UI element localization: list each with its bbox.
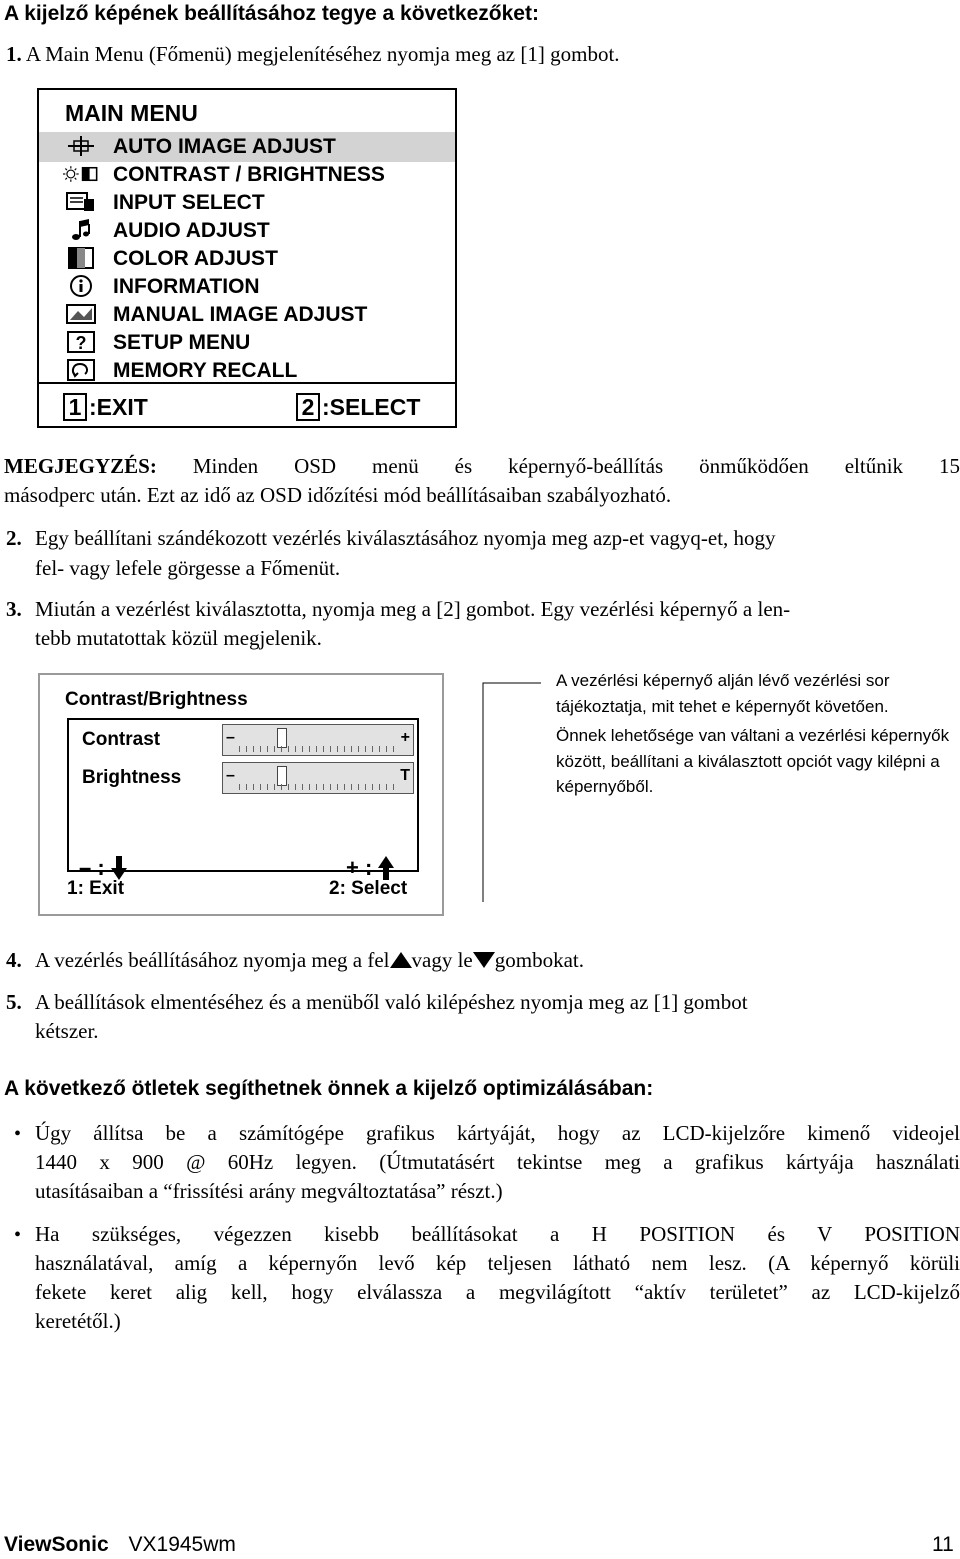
page-number: 11 <box>932 1533 954 1556</box>
step-4-number: 4. <box>6 948 22 972</box>
menu-item-manual-image-adjust[interactable]: MANUAL IMAGE ADJUST <box>113 303 368 326</box>
svg-text:?: ? <box>75 333 87 353</box>
tip-2-line-3: fekete keret alig kell, hogy elválassza a megvilágított “aktív területet” az LCD-kijelző <box>35 1280 960 1304</box>
brightness-minus: – <box>226 767 235 784</box>
callout-leader-line <box>440 680 550 910</box>
footer-brand-model <box>4 1533 236 1557</box>
step-5-line-2: kétszer. <box>35 1019 99 1043</box>
tip-2-line-1: Ha szükséges, végezzen kisebb beállításokat a H POSITION és V POSITION <box>35 1222 960 1246</box>
triangle-down-icon <box>473 952 495 968</box>
cb-control-panel <box>67 718 419 880</box>
step-4-text <box>35 946 584 975</box>
color-bars-icon <box>63 246 99 270</box>
select-hint <box>296 393 420 421</box>
tip-2-line-4: keretétől.) <box>35 1309 121 1333</box>
sun-contrast-icon <box>63 162 99 186</box>
step-4-part-b: vagy le <box>411 948 473 972</box>
main-menu-title: MAIN MENU <box>65 100 198 126</box>
contrast-plus: + <box>400 729 410 746</box>
menu-item-information[interactable]: INFORMATION <box>113 275 260 298</box>
down-control-label: – : <box>79 855 105 880</box>
contrast-brightness-figure <box>38 673 444 916</box>
step-3-line-1: Miután a vezérlést kiválasztotta, nyomja meg a [2] gombot. Egy vezérlési képernyő a len- <box>35 597 791 621</box>
key-2-box: 2 <box>296 393 320 421</box>
section-heading: A kijelző képének beállításához tegye a következőket: <box>4 2 539 25</box>
callout-text <box>556 668 956 800</box>
menu-item-auto-image-adjust[interactable]: AUTO IMAGE ADJUST <box>113 135 336 158</box>
key-1-box: 1 <box>63 393 87 421</box>
music-note-icon <box>63 218 99 242</box>
contrast-thumb[interactable] <box>277 728 287 748</box>
select-label: :SELECT <box>322 393 421 420</box>
brightness-plus: T <box>400 767 410 784</box>
crosshair-icon <box>63 134 99 158</box>
exit-label: :EXIT <box>89 393 148 420</box>
contrast-ticks <box>239 746 395 752</box>
step-2-line-2: fel- vagy lefele görgesse a Főmenüt. <box>35 556 341 580</box>
menu-item-input-select[interactable]: INPUT SELECT <box>113 191 265 214</box>
step-5-line-1: A beállítások elmentéséhez és a menüből való kilépéshez nyomja meg az [1] gombot <box>35 990 748 1014</box>
contrast-label: Contrast <box>82 729 161 750</box>
step-3-number: 3. <box>6 597 22 621</box>
note-label: MEGJEGYZÉS: <box>4 454 157 478</box>
tip-1-line-1: Úgy állítsa be a számítógépe grafikus kártyáját, hogy az LCD-kijelzőre kimenő videojel <box>35 1121 960 1145</box>
tip-1-line-2: 1440 x 900 @ 60Hz legyen. (Útmutatásért tekintse meg a grafikus kártyája használati <box>35 1150 960 1174</box>
footer-brand: ViewSonic <box>4 1533 109 1556</box>
step-5-number: 5. <box>6 990 22 1014</box>
step-2-number: 2. <box>6 526 22 550</box>
info-icon <box>63 274 99 298</box>
cb-exit: 1: Exit <box>67 878 125 899</box>
tips-heading: A következő ötletek segíthetnek önnek a kijelző optimizálásában: <box>4 1077 654 1100</box>
step-text: A Main Menu (Főmenü) megjelenítéséhez nyomja meg az [1] gombot. <box>25 42 620 66</box>
brightness-label: Brightness <box>82 767 182 788</box>
menu-item-audio-adjust[interactable]: AUDIO ADJUST <box>113 219 270 242</box>
tip-2-bullet: • <box>14 1224 22 1246</box>
note-text: Minden OSD menü és képernyő-beállítás önműködően eltűnik 15 <box>192 454 960 478</box>
callout-paragraph-1: A vezérlési képernyő alján lévő vezérlési sor tájékoztatja, mit tehet e képernyőt követően. <box>556 671 890 716</box>
step-4-part-a: A vezérlés beállításához nyomja meg a fel <box>35 948 390 972</box>
note-line-2: másodperc után. Ezt az idő az OSD időzítési mód beállításaiban szabályozható. <box>4 483 672 507</box>
menu-item-contrast-brightness[interactable]: CONTRAST / BRIGHTNESS <box>113 163 385 186</box>
triangle-up-icon <box>390 952 412 968</box>
cb-select: 2: Select <box>329 878 408 899</box>
menu-item-color-adjust[interactable]: COLOR ADJUST <box>113 247 278 270</box>
step-2-line-1: Egy beállítani szándékozott vezérlés kiválasztásához nyomja meg azp-et vagyq-et, hogy <box>35 526 776 550</box>
brightness-ticks <box>239 784 395 790</box>
brightness-slider[interactable] <box>222 762 414 794</box>
recall-icon <box>63 358 99 382</box>
tip-1-bullet: • <box>14 1123 22 1145</box>
step-number: 1. <box>6 42 22 66</box>
contrast-slider[interactable] <box>222 724 414 756</box>
main-menu-figure <box>37 88 457 428</box>
tip-1-line-3: utasításaiban a “frissítési arány megváltoztatása” részt.) <box>35 1179 503 1203</box>
cb-title: Contrast/Brightness <box>65 689 248 710</box>
footer-model: VX1945wm <box>128 1533 236 1556</box>
manual-adjust-icon <box>63 302 99 326</box>
contrast-minus: – <box>226 729 235 746</box>
menu-item-setup-menu[interactable]: SETUP MENU <box>113 331 251 354</box>
tip-2-line-2: használatával, amíg a képernyőn levő kép teljesen látható nem lesz. (A képernyő körüli <box>35 1251 960 1275</box>
step-4-part-c: gombokat. <box>494 948 585 972</box>
step-3-line-2: tebb mutatottak közül megjelenik. <box>35 626 322 650</box>
callout-paragraph-2: Önnek lehetősége van váltani a vezérlési képernyők között, beállítani a kiválasztott opciót vagy kilépni a képernyőből. <box>556 726 950 796</box>
exit-hint <box>63 393 148 421</box>
menu-item-memory-recall[interactable]: MEMORY RECALL <box>113 359 298 382</box>
step-1 <box>6 40 620 69</box>
up-control-label: + : <box>346 855 373 880</box>
question-icon <box>63 330 99 354</box>
note-line-1 <box>4 452 960 481</box>
brightness-thumb[interactable] <box>277 766 287 786</box>
menu-footer-divider <box>39 382 455 384</box>
input-icon <box>63 190 99 214</box>
